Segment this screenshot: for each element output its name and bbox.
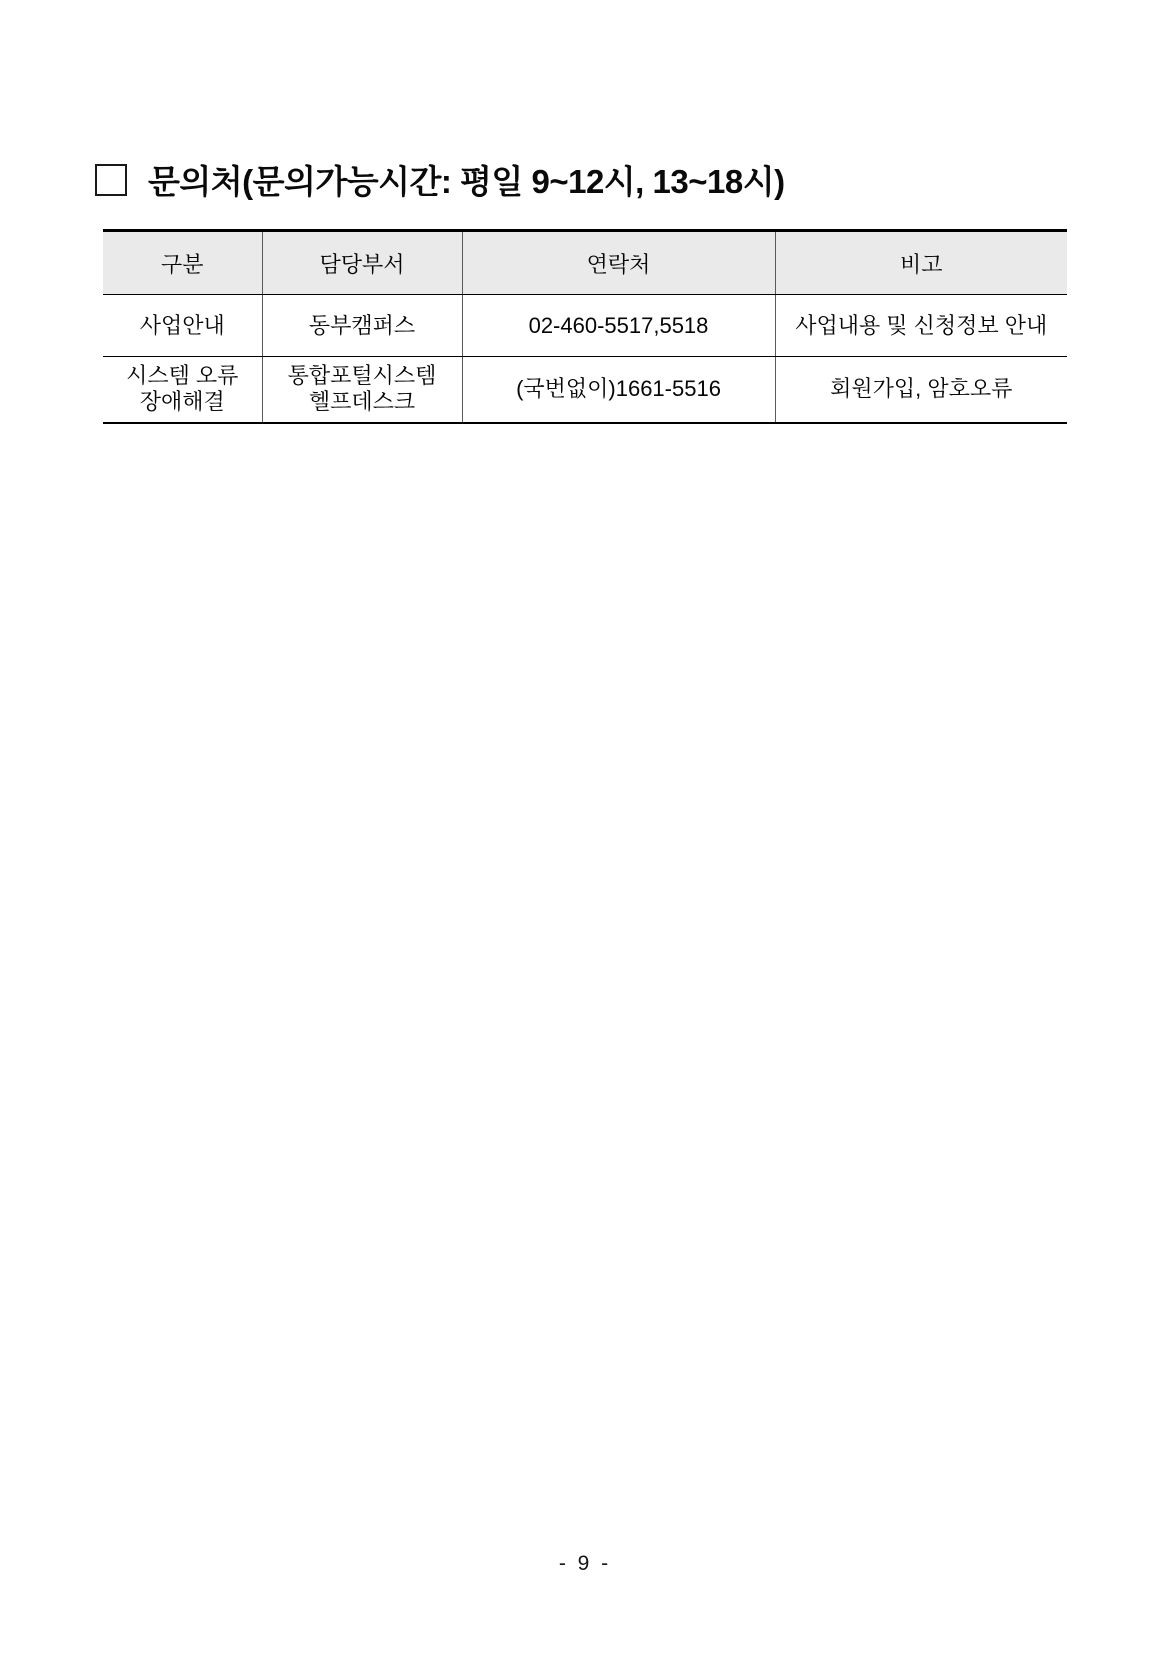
cell-text: 장애해결 — [139, 389, 225, 415]
table-header-row — [103, 231, 1067, 295]
cell-text: 02-460-5517,5518 — [528, 312, 709, 338]
section-title: 문의처(문의가능시간: 평일 9~12시, 13~18시) — [148, 163, 785, 200]
cell-text: 통합포털시스템 — [287, 363, 437, 389]
cell-contact — [462, 357, 775, 423]
column-header-category: 구분 — [103, 231, 262, 295]
column-header-contact: 연락처 — [462, 231, 775, 295]
column-header-note: 비고 — [775, 231, 1067, 295]
cell-note — [775, 295, 1067, 357]
square-bullet-icon — [95, 164, 127, 196]
cell-text: 사업내용 및 신청정보 안내 — [795, 312, 1048, 338]
cell-department — [262, 295, 462, 357]
table-row — [103, 357, 1067, 423]
page-number: - 9 - — [558, 1552, 612, 1575]
cell-text: 헬프데스크 — [308, 389, 416, 415]
cell-text: 사업안내 — [139, 312, 225, 338]
table-row — [103, 295, 1067, 357]
contact-table — [103, 229, 1067, 424]
cell-text: 회원가입, 암호오류 — [830, 376, 1013, 402]
cell-category — [103, 357, 262, 423]
contact-table-container — [103, 229, 1067, 424]
cell-note — [775, 357, 1067, 423]
column-header-department: 담당부서 — [262, 231, 462, 295]
section-heading — [95, 156, 785, 203]
cell-contact — [462, 295, 775, 357]
cell-department — [262, 357, 462, 423]
cell-text: 시스템 오류 — [126, 363, 239, 389]
cell-text: 동부캠퍼스 — [308, 312, 416, 338]
cell-category — [103, 295, 262, 357]
cell-text: (국번없이)1661-5516 — [516, 376, 721, 402]
